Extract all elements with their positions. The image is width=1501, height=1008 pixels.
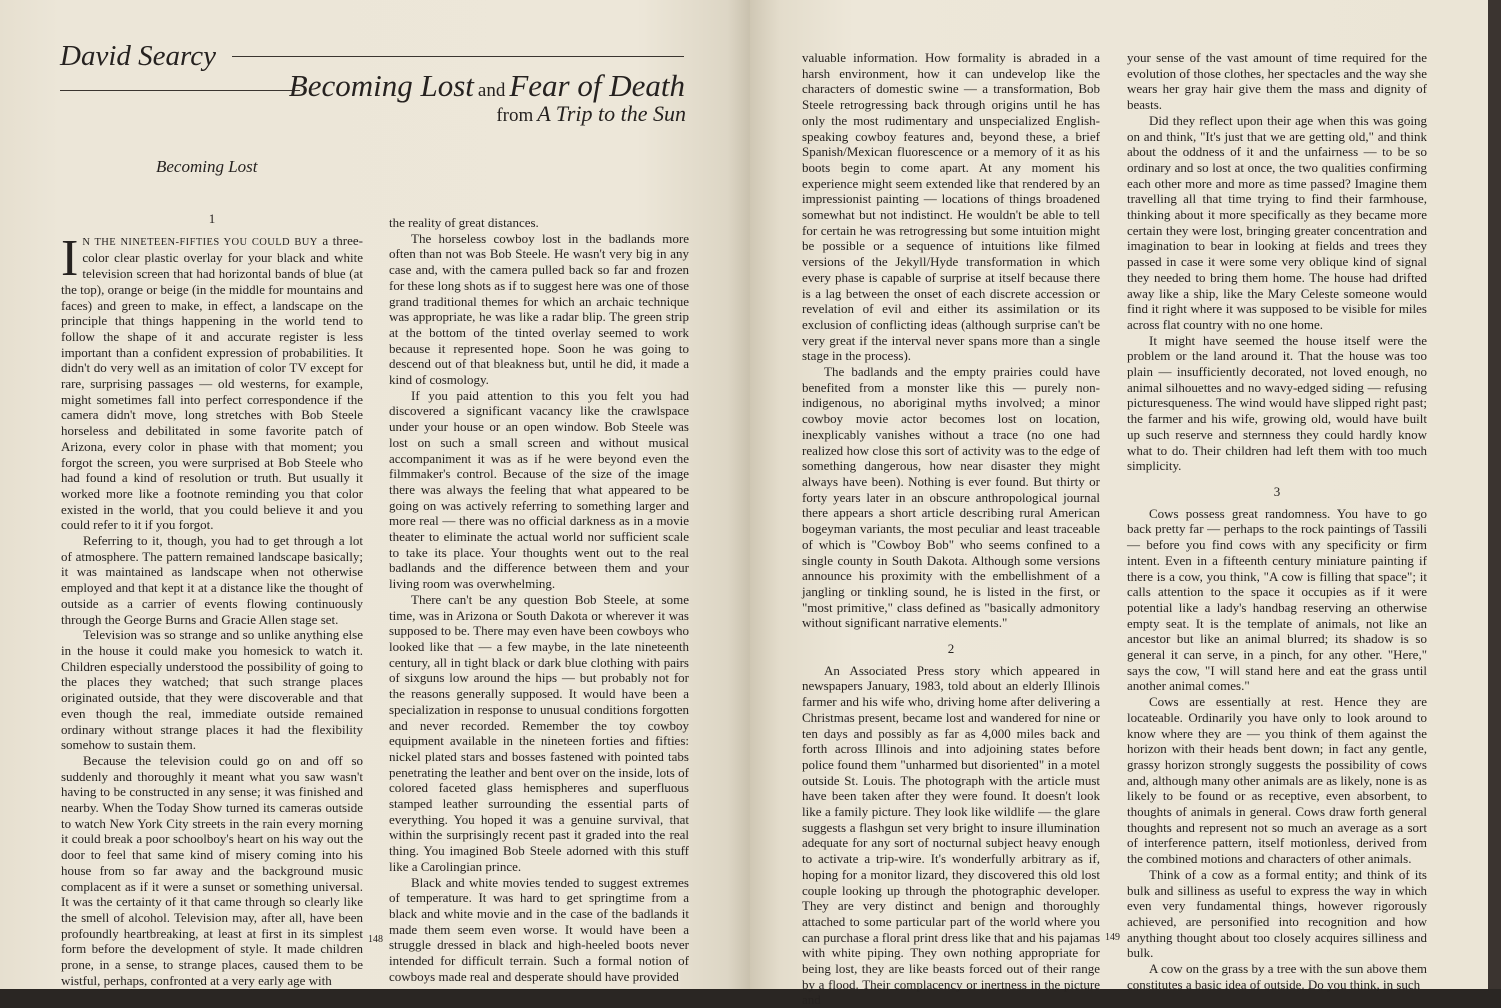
left-page (0, 0, 750, 989)
header-rule-top (232, 56, 684, 57)
section-number-2: 2 (947, 641, 955, 657)
paragraph: An Associated Press story which appeared in newspapers January, 1983, told about an elderly Illinois farmer and his wife who, driving home after delivering a Christmas present, became lost and wandered for nine or ten days and possibly as far as 4,000 miles back and forth across Illinois and into adjoining states before police found them "unharmed but disoriented" in a motel outside St. Louis. The photograph with the article must have been taken after they were found. It doesn't look like a family picture. They look like wildlife — the glare suggests a flashgun set very bright to insure illumination adequate for any sort of nocturnal subject heavy enough to activate a trip-wire. It's wonderfully arbitrary as if, hoping for a monitor lizard, they discovered this old lost couple looking up through the photographic developer. They are very distinct and benign and thoroughly attached to some particular part of the world where you can purchase a floral print dress like that and his pajamas with white piping. They own nothing appropriate for being lost, they are like beasts forced out of their range by a flood. Their complacency or inertness in the picture and (802, 662, 1100, 1008)
page-number: 149 (1105, 932, 1120, 943)
paragraph: If you paid attention to this you felt you had discovered a significant vacancy like the crawlspace under your house or an open window. Bob Steele was lost on such a small screen and without musical accompaniment it was as if he were beyond even the filmmaker's control. Because of the size of the image there was always the feeling that what appeared to be going on was actively referring to something larger and more real — there was no official darkness as in a movie theater to eliminate the actual world nor sufficient scale to take its place. Your thoughts went out to the real badlands and the difference between them and your living room was overwhelming. (389, 387, 689, 592)
title-and: and (477, 80, 506, 101)
paragraph: valuable information. How formality is abraded in a harsh environment, how it can undevelop like the characters of domestic swine — a transformation, Bob Steele retrogressing back through origins until he has only the most rudimentary and unspecialized English-speaking cowboy features and, beyond these, a brief Spanish/Mexican fluorescence or a memory of it as his boots begin to come apart. At any moment his experience might seem extended like that rendered by an impressionist painting — locations of things broadened somewhat but not indistinct. He wouldn't be able to tell for certain he was retrogressing but some intuition might be possible or a sequence of intuitions like filmed versions of the Jekyll/Hyde transformation in which every phase is capable of surprise at itself because there is a lag between the onset of each discrete accession or revelation of evil and either its assimilation or its exclusion of conflicting ideas (although surprise can't be very great if the interval never spans more than a single stage in the process). (802, 50, 1100, 364)
paragraph: The horseless cowboy lost in the badlands more often than not was Bob Steele. He wasn't very big in any case and, with the camera pulled back so far and frozen for these long shots as if to suggest here was one of those grand traditional themes for which an archaic technique was appropriate, he was like a radar blip. The green strip at the bottom of the tinted overlay seemed to work because it represented hope. Soon he was going to descend out of that bleakness but, until he did, it made a kind of cosmology. (389, 230, 689, 388)
paragraph: Cows possess great randomness. You have to go back pretty far — perhaps to the rock paintings of Tassili — before you find cows with any specificity or firm intent. Even in a fifteenth century miniature painting if there is a cow, you think, "A cow is filling that space"; it calls attention to the space it occupies as if it were potential like a lady's handbag reserving an otherwise empty seat. It is the template of animals, not like an ancestor but like an animal blurred; its shadow is so general it can serve, in a pinch, for any other. "Here," says the cow, "I will stand here and eat the grass until another animal comes." (1127, 505, 1427, 694)
paragraph-text: a three-color clear plastic overlay for your black and white television screen that had horizontal bands of blue (at the top), orange or beige (in the middle for mountains and faces) and green to make, in effect, a landscape on the principle that things happening in the world tend to follow the shape of it and accurate register is less important than a confident expression of probabilities. It didn't do very well as an imitation of color TV except for rare, surprising passages — old westerns, for example, might sometimes fall into perfect correspondence if the camera didn't move, long stretches with Bob Steele horseless and debilitated in some favorite patch of Arizona, every color in phase with that moment; you forgot the screen, you were surprised at Bob Steele who had found a kind of resolution or truth. But usually it worked more like a footnote reminding you that color existed in the world, that you could believe it and you could refer to it if you forgot. (61, 232, 363, 533)
paragraph: Did they reflect upon their age when this was going on and think, "It's just that we are getting old," and think about the oddness of it and the unfairness — to be so ordinary and so lost at once, the two qualities confirming each other more and more as time passed? Imagine them travelling all that time trying to find their farmhouse, thinking about it more specifically as they became more certain they were lost, bringing greater concentration and imagination to bear in looking at fields and trees they passed in case it were some very oblique kind of signal they needed to bring them home. The house had drifted away like a ship, like the Mary Celeste someone would find it right where it was supposed to be visible for miles across flat country with no one home. (1127, 112, 1427, 332)
column-2 (389, 215, 689, 984)
subtitle-from: from (496, 105, 534, 126)
paragraph: A cow on the grass by a tree with the sun above them constitutes a basic idea of outside. Do you think, in such (1127, 961, 1427, 992)
page-number: 148 (368, 934, 383, 945)
paragraph: your sense of the vast amount of time required for the evolution of those clothes, her spectacles and the way she wears her gray hair give them the mass and dignity of beasts. (1127, 50, 1427, 113)
section-heading: Becoming Lost (156, 157, 258, 176)
column-3 (802, 50, 1100, 1008)
drop-cap: I (61, 229, 79, 287)
section-number-1: 1 (208, 211, 216, 226)
author-name: David Searcy (60, 40, 216, 72)
column-4 (1127, 50, 1427, 992)
paragraph: Think of a cow as a formal entity; and think of its bulk and silliness as useful to express the way in which even very fundamental things, however rigorously achieved, are personified into recognition and how anything thought about too closely acquires silliness and bulk. (1127, 866, 1427, 961)
paragraph: Television was so strange and so unlike anything else in the house it could make you homesick to watch it. Children especially understood the possibility of going to the places they watched; that such strange places originated outside, that they were discoverable and that even though the real, immediate outside remained ordinary without strange places it had the flexibility somehow to sustain them. (61, 627, 363, 753)
paragraph: Referring to it, though, you had to get through a lot of atmosphere. The pattern remained landscape basically; it was maintained as landscape when not otherwise employed and that kept it at a distance like the thought of outside as a carrier of events flowing continuously through the George Burns and Gracie Allen stage set. (61, 533, 363, 627)
title-part-1: Becoming Lost (288, 68, 474, 103)
paragraph: The badlands and the empty prairies could have benefited from a monster like this — purely non-indigenous, no aboriginal myths involved; a minor cowboy movie actor becomes lost on location, inexplicably vanishes without a trace (no one had realized how close this sort of activity was to the edge of something dangerous, how near disaster they might always have been). Nothing is ever found. But thirty or forty years later in an obscure anthropological journal there appears a short article describing rural American bogeyman variants, the most peculiar and least traceable of which is "Cowboy Bob" who seems confined to a single county in South Dakota. Although some versions announce his proximity with the embellishment of a jangling or tinkling sound, he is listed in the first, or "most primitive," class defined as "basically admonitory without significant narrative elements." (802, 364, 1100, 631)
paragraph: It might have seemed the house itself were the problem or the land around it. That the house was too plain — insufficiently decorated, not loved enough, no animal silhouettes and no wavy-edged siding — refusing picturesqueness. The wind would have slipped right past; the farmer and his wife, growing old, would have built up such reserve and sternness they could hardly know what to do. Their children had left them with too much simplicity. (1127, 332, 1427, 474)
smallcaps-lead: N THE NINETEEN-FIFTIES YOU COULD BUY (82, 236, 318, 248)
paragraph: Black and white movies tended to suggest extremes of temperature. It was hard to get springtime from a black and white movie and in the case of the badlands it made them seem even worse. It would have been a struggle dressed in black and high-heeled boots never intended for difficult terrain. Such a formal notion of cowboys made real and desperate should have provided (389, 874, 689, 984)
column-1 (61, 201, 363, 988)
paragraph: Cows are essentially at rest. Hence they are locateable. Ordinarily you have only to look around to know where they are — you think of them against the horizon with their heads bent down; in fact any gentle, grassy horizon strongly suggests the possibility of cows and, although many other animals are as likely, none is as likely to be found or as receptive, even absorbent, to thoughts of animals in general. Cows draw forth general thoughts and represent not so much an average as a sort of interference pattern, itself motionless, derived from the combined motions and characters of other animals. (1127, 694, 1427, 867)
subtitle-book: A Trip to the Sun (537, 101, 686, 126)
paragraph: the reality of great distances. (389, 215, 539, 230)
right-page (750, 0, 1488, 1008)
book-edge (1488, 0, 1501, 989)
paragraph: Because the television could go on and off so suddenly and thoroughly it meant what you saw wasn't having to be constructed in any sense; it was finished and nearby. When the Today Show turned its cameras outside to watch New York City streets in the rain every morning it could break a poor schoolboy's heart on his way out the door to feel that same kind of misery coming into his house from so far away and the background music complacent as if it were a sunset or something universal. It was the certainty of it that came through so clearly like the smell of alcohol. Television may, after all, have been profoundly heartbreaking, at least at first in its simplest form before the development of style. It made children prone, in a sense, to strange places, caused them to be wistful, perhaps, confronted at a very early age with (61, 752, 363, 988)
article-title (289, 68, 685, 104)
title-part-2: Fear of Death (509, 68, 685, 103)
header-rule-bottom (60, 90, 300, 91)
article-subtitle (496, 101, 686, 127)
paragraph: There can't be any question Bob Steele, at some time, was in Arizona or South Dakota or wherever it was supposed to be. There may even have been cowboys who looked like that — a few maybe, in the late nineteenth century, all in tight black or dark blue clothing with pairs of sixguns low around the hips — but probably not for the reasons generally supposed. It would have been a specialization in response to unusual conditions forgotten and never recorded. Remember the toy cowboy equipment available in the nineteen forties and fifties: nickel plated stars and bosses fastened with pointed tabs penetrating the leather and bent over on the inside, lots of colored faceted glass hemispheres and superfluous stamped leather surrounding the essential parts of everything. You hoped it was a genuine survival, that within the surprisingly recent past it graded into the real thing. You imagined Bob Steele adorned with this stuff like a Carolingian prince. (389, 591, 689, 874)
section-number-3: 3 (1273, 483, 1281, 499)
paragraph (61, 229, 363, 533)
